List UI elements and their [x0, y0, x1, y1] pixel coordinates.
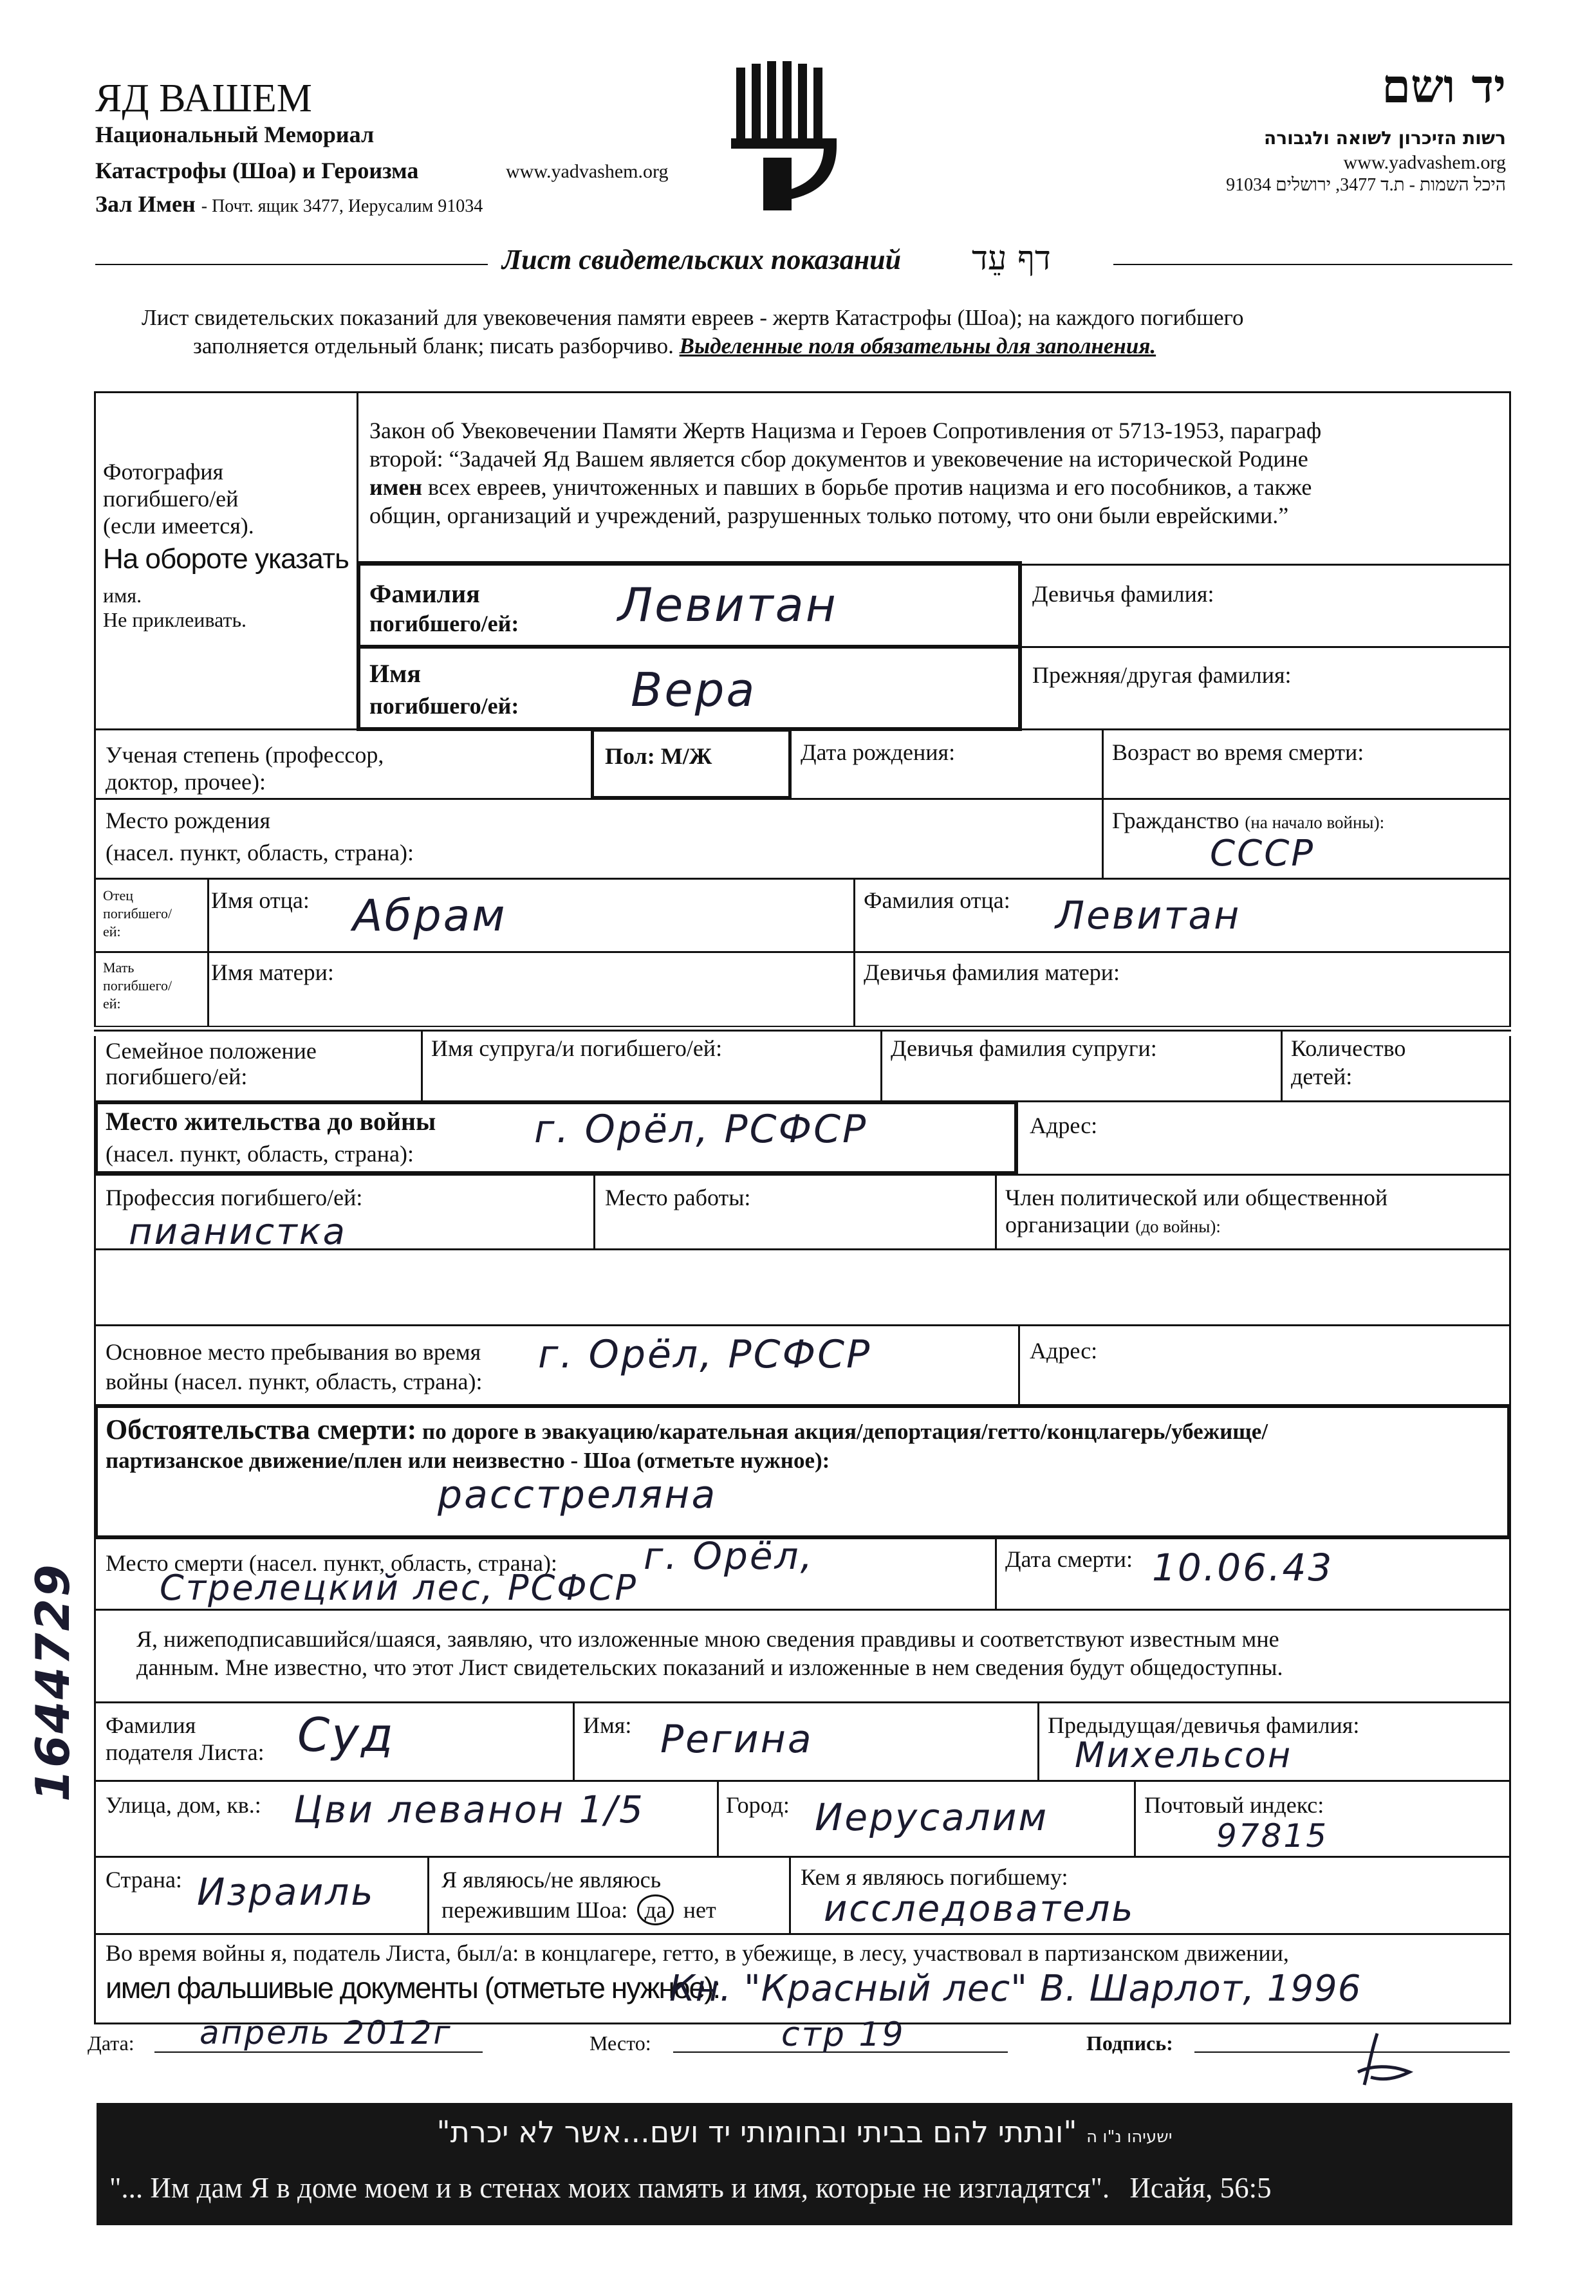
- zip-label: Почтовый индекс:: [1144, 1792, 1324, 1818]
- death-circ-options1: по дороге в эвакуацию/карательная акция/депортация/гетто/концлагерь/убежище/: [422, 1419, 1268, 1444]
- submitter-prev-name-value[interactable]: Михельсон: [1075, 1735, 1293, 1775]
- residence-address-label: Адрес:: [1030, 1113, 1098, 1138]
- death-date-label: Дата смерти:: [1005, 1546, 1133, 1572]
- sign-date-label: Дата:: [88, 2032, 135, 2055]
- footer-hebrew-row: [257, 2115, 1351, 2149]
- footer-hebrew-source: ישעיהו נ"ו ה: [1086, 2127, 1173, 2147]
- law-line4: общин, организаций и учреждений, разрушенных только потому, что они были еврейскими.”: [369, 503, 1289, 528]
- children-label1: Количество: [1291, 1035, 1406, 1061]
- photo-line4: На обороте указать: [103, 543, 349, 575]
- victim-surname-label2: погибшего/ей:: [369, 611, 519, 636]
- org-line1: Национальный Мемориал: [95, 122, 375, 147]
- death-circ-options2: партизанское движение/плен или неизвестно - Шоа (отметьте нужное):: [106, 1448, 830, 1473]
- website-he: www.yadvashem.org: [1343, 152, 1506, 173]
- sign-place-label: Место:: [589, 2032, 651, 2055]
- photo-line3: (если имеется).: [103, 513, 254, 539]
- survivor-no[interactable]: нет: [683, 1897, 716, 1923]
- photo-line5: имя.: [103, 584, 142, 607]
- footer-russian-quote: "... Им дам Я в доме моем и в стенах моих память и имя, которые не изгладятся".: [109, 2172, 1110, 2204]
- degree-label2: доктор, прочее):: [106, 769, 266, 795]
- intro-required: Выделенные поля обязательны для заполнения.: [679, 333, 1156, 358]
- survivor-label2: пережившим Шоа:: [441, 1897, 628, 1923]
- signature-scribble[interactable]: [1345, 2027, 1422, 2098]
- father-surname-value[interactable]: Левитан: [1055, 893, 1241, 938]
- photo-line6: Не приклеивать.: [103, 608, 247, 631]
- relation-value[interactable]: исследователь: [824, 1888, 1135, 1930]
- country-label: Страна:: [106, 1867, 182, 1893]
- victim-surname-value[interactable]: Левитан: [618, 578, 838, 632]
- wartime-label2: войны (насел. пункт, область, страна):: [106, 1369, 483, 1394]
- mother-tag2: погибшего/: [103, 977, 172, 994]
- marital-label1: Семейное положение: [106, 1038, 317, 1064]
- spouse-maiden-label: Девичья фамилия супруги:: [891, 1035, 1157, 1061]
- city-value[interactable]: Иерусалим: [815, 1795, 1049, 1839]
- father-tag1: Отец: [103, 887, 134, 903]
- during-war-value[interactable]: Кн. "Красный лес" В. Шарлот, 1996: [669, 1968, 1362, 2010]
- victim-maiden-label: Девичья фамилия:: [1032, 581, 1214, 607]
- death-circ-value[interactable]: расстреляна: [438, 1472, 718, 1517]
- website-ru: www.yadvashem.org: [506, 161, 669, 182]
- intro-line2: [193, 333, 1156, 359]
- law-line3-rest: всех евреев, уничтоженных и павших в борьбе против нацизма и его пособников, а также: [422, 474, 1312, 500]
- submitter-prev-name-label: Предыдущая/девичья фамилия:: [1048, 1712, 1360, 1738]
- wartime-label1: Основное место пребывания во время: [106, 1339, 481, 1365]
- org-line2: Катастрофы (Шоа) и Героизма: [95, 158, 419, 183]
- wartime-address-label: Адрес:: [1030, 1338, 1098, 1364]
- photo-line2: погибшего/ей: [103, 486, 239, 512]
- marital-label2: погибшего/ей:: [106, 1064, 248, 1089]
- father-tag3: ей:: [103, 923, 121, 940]
- yad-vashem-logo: [727, 61, 843, 222]
- victim-surname-label1: Фамилия: [369, 579, 480, 608]
- address-ru: - Почт. ящик 3477, Иерусалим 91034: [201, 196, 483, 216]
- org-line-he: רשות הזיכרון לשואה ולגבורה: [1264, 127, 1506, 149]
- birthplace-label1: Место рождения: [106, 808, 271, 833]
- hall-of-names: Зал Имен: [95, 191, 196, 217]
- street-value[interactable]: Цви леванон 1/5: [293, 1788, 645, 1831]
- mother-maiden-label: Девичья фамилия матери:: [864, 959, 1120, 985]
- mother-name-label: Имя матери:: [211, 959, 334, 985]
- citizenship-label: [1112, 807, 1384, 834]
- title-rule-left: [95, 264, 488, 265]
- residence-value[interactable]: г. Орёл, РСФСР: [534, 1107, 868, 1152]
- survivor-yes[interactable]: да: [637, 1894, 673, 1925]
- org-name-ru: ЯД ВАШЕМ: [95, 77, 312, 120]
- death-place-label: Место смерти (насел. пункт, область, страна):: [106, 1550, 557, 1576]
- title-rule-right: [1113, 264, 1512, 265]
- sign-place-value[interactable]: стр 19: [781, 2015, 905, 2054]
- degree-label1: Ученая степень (профессор,: [106, 742, 384, 768]
- footer-russian-source: Исайя, 56:5: [1129, 2172, 1272, 2204]
- death-circ-line1: [106, 1416, 1268, 1446]
- law-line3: [369, 474, 1312, 501]
- hall-address: [95, 190, 483, 218]
- residence-label1: Место жительства до войны: [106, 1107, 436, 1136]
- age-label: Возраст во время смерти:: [1112, 739, 1364, 765]
- address-he: 91034 היכל השמות - ת.ד 3477, ירושלים: [1226, 175, 1506, 195]
- org-name-he: יד ושם: [1382, 59, 1506, 113]
- sign-date-value[interactable]: апрель 2012г: [200, 2014, 452, 2051]
- during-war-line1: Во время войны я, податель Листа, был/а: в концлагере, гетто, в убежище, в лесу, участвовал в партизанском движении,: [106, 1940, 1289, 1966]
- zip-value[interactable]: 97815: [1216, 1817, 1329, 1855]
- father-name-label: Имя отца:: [211, 887, 310, 913]
- children-label2: детей:: [1291, 1064, 1353, 1089]
- birthdate-label: Дата рождения:: [801, 739, 956, 765]
- archive-number: 1644729: [26, 1562, 80, 1802]
- spouse-name-label: Имя супруга/и погибшего/ей:: [431, 1035, 723, 1061]
- birthplace-label2: (насел. пункт, область, страна):: [106, 840, 414, 866]
- victim-name-label2: погибшего/ей:: [369, 693, 519, 719]
- survivor-row: [441, 1894, 716, 1925]
- submitter-name-label: Имя:: [583, 1712, 632, 1738]
- death-place-value2[interactable]: Стрелецкий лес, РСФСР: [160, 1568, 638, 1608]
- street-label: Улица, дом, кв.:: [106, 1792, 261, 1818]
- father-name-value[interactable]: Абрам: [353, 891, 507, 941]
- victim-former-name-label: Прежняя/другая фамилия:: [1032, 662, 1292, 688]
- workplace-label: Место работы:: [605, 1185, 751, 1210]
- survivor-label1: Я являюсь/не являюсь: [441, 1867, 662, 1893]
- citizenship-title: Гражданство: [1112, 808, 1239, 833]
- father-tag2: погибшего/: [103, 905, 172, 921]
- declaration-line2: данным. Мне известно, что этот Лист свидетельских показаний и изложенные в нем сведения будут общедоступны.: [136, 1654, 1283, 1680]
- father-surname-label: Фамилия отца:: [864, 887, 1010, 913]
- form-title-he: דף עֵד: [972, 239, 1051, 278]
- country-value[interactable]: Израиль: [197, 1870, 375, 1914]
- submitter-surname-label2: подателя Листа:: [106, 1739, 264, 1765]
- submitter-surname-label1: Фамилия: [106, 1712, 196, 1738]
- wartime-value[interactable]: г. Орёл, РСФСР: [538, 1332, 872, 1377]
- citizenship-value[interactable]: СССР: [1210, 833, 1315, 875]
- submitter-surname-value[interactable]: Суд: [297, 1708, 395, 1762]
- death-circ-label: Обстоятельства смерти:: [106, 1414, 417, 1445]
- law-line1: Закон об Увековечении Памяти Жертв Нацизма и Героев Сопротивления от 5713-1953, параграф: [369, 418, 1322, 443]
- relation-label: Кем я являюсь погибшему:: [801, 1864, 1068, 1890]
- footer-hebrew-quote: "ונתתי להם בביתי ובחומותי יד ושם...אשר לא יכרת": [436, 2115, 1077, 2149]
- city-label: Город:: [726, 1792, 790, 1818]
- law-line2: второй: “Задачей Яд Вашем является сбор документов и увековечение на исторической Родине: [369, 446, 1308, 472]
- footer-russian-row: [109, 2171, 1272, 2205]
- intro-line1: Лист свидетельских показаний для увековечения памяти евреев - жертв Катастрофы (Шоа); на каждого погибшего: [142, 305, 1244, 330]
- declaration-line1: Я, нижеподписавшийся/шаяся, заявляю, что изложенные мною сведения правдивы и соответствуют известным мне: [136, 1626, 1279, 1652]
- profession-value[interactable]: пианистка: [129, 1211, 347, 1253]
- victim-name-value[interactable]: Вера: [631, 663, 757, 717]
- mother-tag1: Мать: [103, 959, 135, 976]
- during-war-line2: имел фальшивые документы (отметьте нужное):: [106, 1971, 720, 2004]
- sign-label: Подпись:: [1086, 2032, 1173, 2055]
- submitter-name-value[interactable]: Регина: [660, 1717, 813, 1762]
- member-label1: Член политической или общественной: [1005, 1185, 1388, 1210]
- citizenship-note: (на начало войны):: [1245, 813, 1385, 832]
- member-label2: [1005, 1211, 1221, 1238]
- intro-text: заполняется отдельный бланк; писать разборчиво.: [193, 333, 674, 358]
- death-place-value1[interactable]: г. Орёл,: [644, 1534, 815, 1578]
- profession-label: Профессия погибшего/ей:: [106, 1185, 363, 1210]
- victim-name-label1: Имя: [369, 659, 421, 688]
- gender-label: Пол: М/Ж: [605, 743, 712, 769]
- death-date-value[interactable]: 10.06.43: [1152, 1546, 1334, 1589]
- law-names: имен: [369, 474, 422, 500]
- residence-label2: (насел. пункт, область, страна):: [106, 1141, 414, 1167]
- member-org: организации: [1005, 1212, 1130, 1237]
- mother-tag3: ей:: [103, 995, 121, 1012]
- form-title: Лист свидетельских показаний: [502, 244, 902, 275]
- photo-line1: Фотография: [103, 459, 224, 485]
- member-note: (до войны):: [1135, 1217, 1221, 1236]
